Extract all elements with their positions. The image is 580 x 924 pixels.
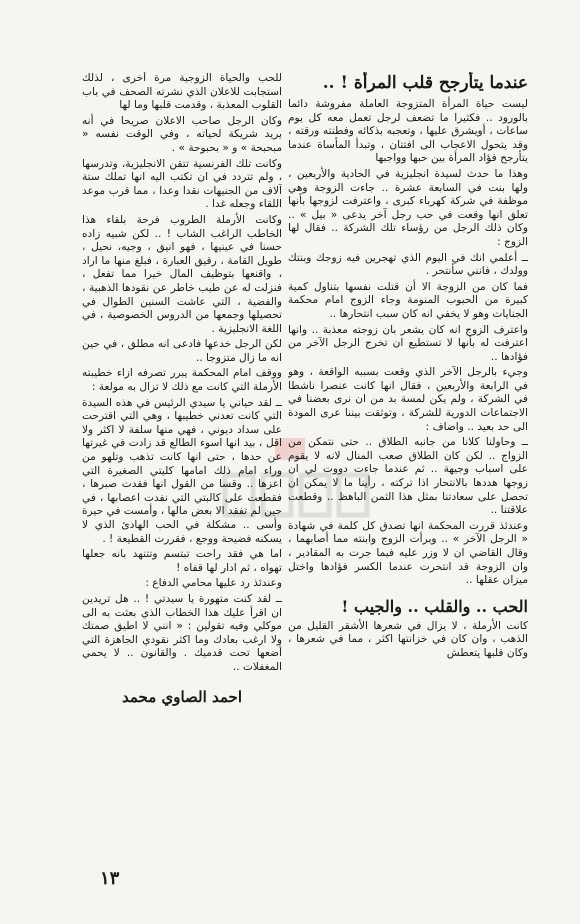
paragraph: اما هي فقد راحت تبتسم وتتنهد بانه جعلها تهواه ، ثم ادار لها قفاه ! <box>82 548 282 574</box>
paragraph: وكانت تلك الفرنسية تتقن الانجليزية، وتدرسها ، ولم تتردد في ان تكتب اليه انها تملك ستة آلاف من الجنيهات نقدا وعدا ، مما قرب موعد اللقاء وجعله غدا . <box>82 157 282 211</box>
paragraph: وجيء بالرجل الآخر الذي وقعت بسببه الواقعة ، وهو في الرابعة والأربعين ، فقال انها كانت عنصرا ناشطا في الشركة ، ولم يكن لمسة بد من ان نرى بعضنا في الاجتماعات الدورية للشركة ، وتوثقت بيننا عرى المودة الى حد بعيد .. واضاف : <box>288 366 528 433</box>
right-column <box>288 72 528 842</box>
paragraph: وكان الرجل صاحب الاعلان صريحا في أنه يريد شريكة لحياته ، وفي الوقت نفسه « مبحبحة » و « بحبوحة » . <box>82 114 282 154</box>
paragraph: ووقف امام المحكمة يبرر تصرفه ازاء خطيبته الأرملة التي كانت مع ذلك لا تزال به مولعة : <box>82 367 282 394</box>
author-signature: احمد الصاوي محمد <box>122 687 242 706</box>
paragraph: كانت الأرملة ، لا يزال في شعرها الأشقر القليل من الذهب ، وان كان في خزانتها اكثر ، مما في شعرها ، وكان قلبها يتعطش <box>288 619 528 659</box>
paragraph: وكانت الأرملة الطروب فرحة بلقاء هذا الخاطب الراغب الشاب ! .. لكن شبيه زاده حسنا في عينيها ، فهو انيق ، وجيه، نحيل ، طويل القامة ، رقيق العبارة ، فبلغ منها ما اراد ، واقنعها بتوظيف المال خيرا مما تفعل ، فنزلت له عن طيب خاطر عن نقودها الذهبية ، والفضية ، التي عاشت السنين الطوال في تحصيلها وجمعها من الدروس الخصوصية ، في اللغة الانجليزية . <box>82 213 282 335</box>
paragraph: ــ أعلمي انك في اليوم الذي تهجرين فيه زوجك وبنتك وولدك ، فانني سأنتحر . <box>288 251 528 278</box>
paragraph: وعندئذ رد عليها محامي الدفاع : <box>145 577 282 590</box>
paragraph: فما كان من الزوجة الا أن قتلت نفسها بتناول كمية كبيرة من الحبوب المنومة وجاء الزوج امام محكمة الجنايات وهو لا يخفي انه كان سبب انتحارها .. <box>288 280 528 320</box>
left-column <box>82 72 282 842</box>
paragraph: وهذا ما حدث لسيدة انجليزية في الحادية والأربعين ، ولها بنت في السابعة عشرة .. جاءت الزوجة وهي موظفة في شركة كهرباء كبرى ، واعترفت لزوجها بأنها تعلق انها وقعت في حب رجل آخر يدعى « بيل » .. وكان ذلك الرجل من رؤساء تلك الشركة .. فقال لها الزوج : <box>288 167 528 248</box>
paragraph: واعترف الزوج انه كان يشعر بان زوجته معذبة .. وانها اعترفت له بأنها لا تستطيع ان تخرج الرجل الآخر من فؤادها .. <box>288 323 528 363</box>
paragraph: ليست حياة المرأة المتزوجة العاملة مفروشة دائما بالورود .. فكثيرا ما تضعف لرجل تعمل معه كل يوم ساعات ، أويشرق عليها ، وتعجبه بذكائه وفطنته ورقته ، وقد يتحول الاعجاب الى افتتان ، وتبدأ المأساة عندما يتأرجح فؤاد المرأة بين حبها وواجبها <box>288 98 528 165</box>
page-number: ١٣ <box>100 868 120 889</box>
article-headline: عندما يتأرجح قلب المرأة ! .. <box>322 73 528 93</box>
paragraph: ــ وحاولنا كلانا من جانبه الطلاق .. حتى نتمكن من الزواج .. لكن كان الطلاق صعب المنال لانه لا يقوم على اسباب وجيهة .. ثم عندما جاءت دووت لي ان زوجها هددها بالانتحار اذا تركته ، رأينا ما لا يمكن ان تحصل على سعادتنا بمثل هذا الثمن الباهظ .. وقطعت علاقتنا .. <box>288 436 528 517</box>
paragraph: ــ لقد كنت متهورة يا سيدتي ! .. هل تريدين ان اقرأ عليك هذا الخطاب الذي بعثت به الى موكلي وفيه تقولين : « انني لا اطيق صمتك ولا ارغب بعادك وما اكثر نقودي الجاهزة التي أضعها تحت قدميك . والقانون .. لا يحمي المغفلات .. <box>82 592 282 673</box>
paragraph: ــ لقد حياني يا سيدي الرئيس في هذه السيدة التي كانت تعدني خطيبها ، وهي التي اقترحت على سداد ديوني ، فهي منها سلفة لا اكثر ولا اقل ، بيد انها اسوء الطالع قد زادت في غيرتها عن حدها ، حتى انها كانت تذهب وتلهو من وراء امام ذلك امامها كليتي الصغيرة التي اعزها .. وقسا من القول انها فقدت صبرها ، فقطعت على كالبتي التي نفدت اعصابها ، في حين لم تفقد الا بعض مالها ، وأمست في حيرة وأسى .. مشكلة في الحب الهادئ الذي لا يسكنه فضيحة ووجع ، فقررت القطيعة ! . <box>82 396 282 545</box>
paragraph: وعندئذ قررت المحكمة انها تصدق كل كلمة في شهادة « الرجل الآخر » .. وبرأت الزوج وابنته مما أصابهما ، وقال القاضي ان لا وزر عليه فيما جرت به المقادير ، وان الزوجة قد انتحرت عندما الكسر فؤادها واختل ميزان عقلها .. <box>288 519 528 587</box>
paragraph: للحب والحياة الزوجية مرة أخرى ، لذلك استجابت للاعلان الذي نشرته الصحف في باب القلوب المعذبة ، وقدمت قلبها وما لها <box>82 72 282 112</box>
paragraph: لكن الرجل خدعها فادعى انه مطلق ، في حين انه ما زال متزوجا .. <box>82 338 282 364</box>
section-subhead: الحب .. والقلب .. والجيب ! <box>341 596 528 616</box>
